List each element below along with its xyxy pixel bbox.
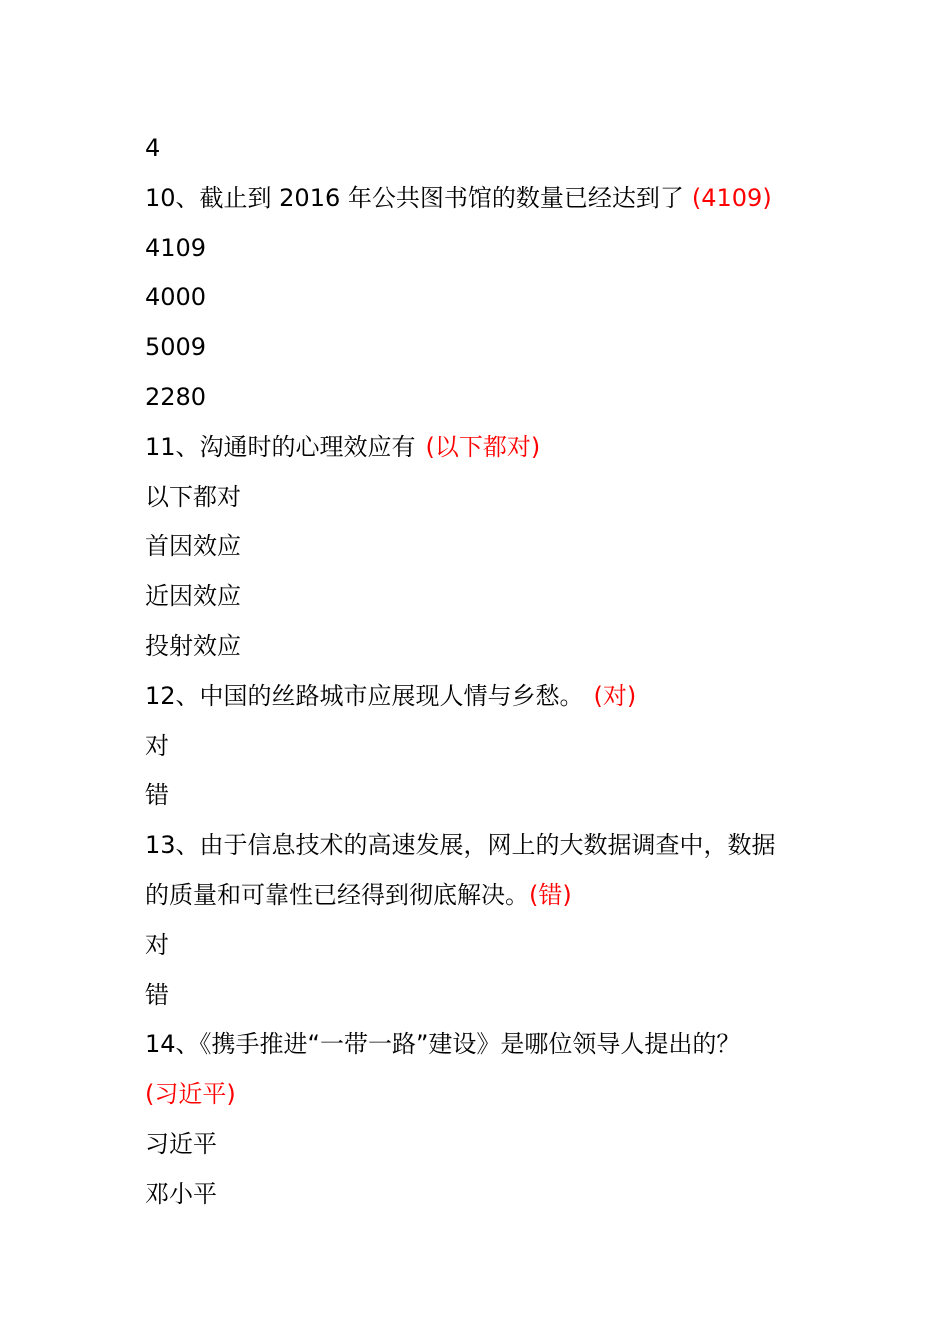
question-text: 12、中国的丝路城市应展现人情与乡愁。 — [145, 681, 584, 710]
option-text: 近因效应 — [145, 582, 241, 611]
answer-key: (错) — [529, 880, 572, 909]
question-stem: 14、《携手推进“一带一路”建设》是哪位领导人提出的？ — [145, 1030, 741, 1059]
option-text: 投射效应 — [145, 631, 241, 660]
answer-key: (4109) — [691, 183, 772, 212]
question-text: 的质量和可靠性已经得到彻底解决。 — [145, 880, 529, 909]
option-text: 对 — [145, 930, 169, 959]
question-stem — [145, 672, 825, 722]
option-text: 对 — [145, 731, 169, 760]
answer-key: (习近平) — [145, 1080, 236, 1109]
question-stem — [145, 871, 825, 921]
option-text: 5009 — [145, 333, 207, 362]
option-text: 错 — [145, 781, 169, 810]
option-text: 4 — [145, 134, 161, 162]
question-stem-line: 13、由于信息技术的高速发展，网上的大数据调查中，数据 — [145, 831, 776, 860]
option-text: 邓小平 — [145, 1179, 217, 1208]
option-text: 2280 — [145, 382, 207, 411]
answer-key: (以下都对) — [425, 432, 541, 461]
question-text: 11、沟通时的心理效应有 — [145, 432, 416, 461]
option-text: 以下都对 — [145, 482, 241, 511]
option-text: 错 — [145, 980, 169, 1009]
answer-key: (对) — [593, 681, 637, 710]
document-page — [145, 124, 825, 1220]
option-text: 习近平 — [145, 1129, 217, 1158]
option-text: 首因效应 — [145, 532, 241, 561]
option-text: 4109 — [145, 233, 207, 262]
question-stem — [145, 174, 825, 224]
question-text: 10、截止到 2016 年公共图书馆的数量已经达到了 — [145, 183, 684, 212]
question-stem — [145, 423, 825, 473]
option-text: 4000 — [145, 283, 207, 312]
